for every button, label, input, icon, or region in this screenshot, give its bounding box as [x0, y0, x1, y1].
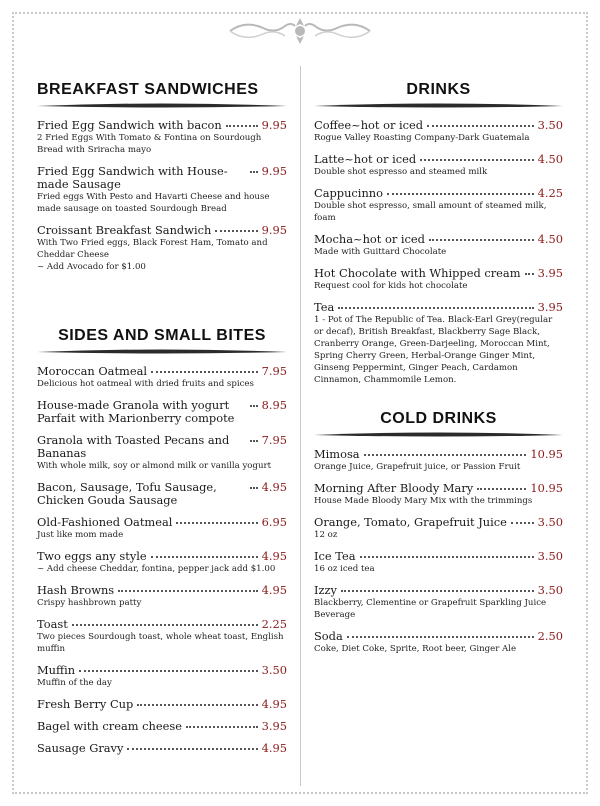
- menu-item: [37, 165, 287, 215]
- item-price: 10.95: [530, 481, 563, 495]
- leader-dots: [151, 364, 258, 373]
- item-description: Two pieces Sourdough toast, whole wheat toast, English muffin: [37, 632, 284, 654]
- menu-item: [37, 365, 287, 390]
- item-name: Ice Tea: [314, 549, 356, 563]
- item-name: Croissant Breakfast Sandwich: [37, 223, 212, 237]
- right-column: [314, 80, 563, 664]
- cold-drinks-list: [314, 448, 563, 655]
- item-price: 3.95: [537, 266, 563, 280]
- section-underline-ornament: [314, 101, 563, 111]
- item-description: Fried eggs With Pesto and Havarti Cheese and house made sausage on toasted Sourdough Bread: [37, 192, 270, 214]
- item-description: 1 - Pot of The Republic of Tea. Black-Earl Grey(regular or decaf), British Breakfast, Blackberry Sage Black, Cranberry Orange, Green-Darjeeling, Moroccan Mint, Spring Cherry Green, Herbal-Orange Ginger Mint, Ginseng Peppermint, Ginger Peach, Cardamon Cinnamon, Chammomile Lemon.: [314, 315, 553, 385]
- item-addon-note: ~ Add Avocado for $1.00: [37, 262, 146, 272]
- item-name: Latte~hot or iced: [314, 152, 417, 166]
- leader-dots: [250, 398, 258, 407]
- item-description: Just like mom made: [37, 530, 124, 540]
- breakfast-list: [37, 119, 287, 273]
- leader-dots: [341, 583, 534, 592]
- item-price: 4.95: [261, 741, 287, 755]
- item-price: 3.95: [261, 719, 287, 733]
- item-name: Soda: [314, 629, 343, 643]
- item-price: 3.50: [537, 515, 563, 529]
- leader-dots: [250, 164, 258, 173]
- section-underline-ornament: [37, 347, 287, 357]
- sides-section: [37, 326, 287, 755]
- section-underline-ornament: [314, 430, 563, 440]
- item-price: 4.95: [261, 480, 287, 494]
- menu-item: [314, 550, 563, 575]
- menu-item: [37, 399, 287, 425]
- leader-dots: [151, 549, 258, 558]
- item-price: 7.95: [261, 433, 287, 447]
- item-name: House-made Granola with yogurt Parfait with Marionberry compote: [37, 398, 235, 425]
- leader-dots: [420, 152, 533, 161]
- menu-item: [314, 153, 563, 178]
- item-description: Muffin of the day: [37, 678, 112, 688]
- item-description: Blackberry, Clementine or Grapefruit Sparkling Juice Beverage: [314, 598, 547, 620]
- leader-dots: [226, 118, 258, 127]
- item-price: 9.95: [261, 223, 287, 237]
- item-description: ~ Add cheese Cheddar, fontina, pepper jack add $1.00: [37, 564, 276, 574]
- menu-item: [314, 584, 563, 621]
- menu-item: [37, 434, 287, 472]
- leader-dots: [427, 118, 534, 127]
- item-name: Tea: [314, 300, 335, 314]
- menu-item: [314, 267, 563, 292]
- leader-dots: [338, 300, 533, 309]
- leader-dots: [79, 663, 258, 672]
- item-name: Morning After Bloody Mary: [314, 481, 474, 495]
- menu-item: [314, 233, 563, 258]
- leader-dots: [477, 481, 526, 490]
- item-price: 4.95: [261, 583, 287, 597]
- leader-dots: [137, 697, 257, 706]
- leader-dots: [347, 629, 534, 638]
- item-description: Request cool for kids hot chocolate: [314, 281, 468, 291]
- item-name: Bacon, Sausage, Tofu Sausage, Chicken Gouda Sausage: [37, 480, 217, 507]
- top-flourish-ornament: [225, 14, 375, 48]
- drinks-section-title: DRINKS: [406, 81, 471, 98]
- item-name: Fried Egg Sandwich with House-made Sausage: [37, 164, 228, 191]
- item-description: Rogue Valley Roasting Company-Dark Guatemala: [314, 133, 530, 143]
- leader-dots: [250, 480, 258, 489]
- item-price: 3.50: [261, 663, 287, 677]
- item-price: 4.50: [537, 232, 563, 246]
- breakfast-section: [37, 80, 287, 273]
- item-description: Crispy hashbrown patty: [37, 598, 142, 608]
- menu-item: [314, 301, 563, 386]
- leader-dots: [429, 232, 534, 241]
- item-name: Fresh Berry Cup: [37, 697, 134, 711]
- item-price: 8.95: [261, 398, 287, 412]
- item-name: Hot Chocolate with Whipped cream: [314, 266, 521, 280]
- leader-dots: [186, 719, 258, 728]
- item-name: Toast: [37, 617, 68, 631]
- item-price: 6.95: [261, 515, 287, 529]
- left-column: [37, 80, 287, 764]
- leader-dots: [250, 433, 258, 442]
- item-description: House Made Bloody Mary Mix with the trimmings: [314, 496, 533, 506]
- column-divider: [300, 66, 301, 786]
- item-name: Fried Egg Sandwich with bacon: [37, 118, 222, 132]
- drinks-section: [314, 80, 563, 386]
- item-price: 2.25: [261, 617, 287, 631]
- item-price: 7.95: [261, 364, 287, 378]
- menu-item: [314, 119, 563, 144]
- leader-dots: [525, 266, 534, 275]
- item-description: Double shot espresso, small amount of steamed milk, foam: [314, 201, 547, 223]
- item-name: Muffin: [37, 663, 76, 677]
- item-price: 4.50: [537, 152, 563, 166]
- drinks-list: [314, 119, 563, 386]
- item-name: Cappucinno: [314, 186, 383, 200]
- leader-dots: [215, 223, 257, 232]
- menu-item: [37, 584, 287, 609]
- menu-item: [314, 630, 563, 655]
- item-name: Orange, Tomato, Grapefruit Juice: [314, 515, 507, 529]
- item-price: 4.95: [261, 697, 287, 711]
- menu-item: [314, 448, 563, 473]
- item-name: Coffee~hot or iced: [314, 118, 424, 132]
- item-price: 3.50: [537, 549, 563, 563]
- item-price: 10.95: [530, 447, 563, 461]
- item-description: 16 oz iced tea: [314, 564, 375, 574]
- item-description: Orange Juice, Grapefruit juice, or Passion Fruit: [314, 462, 521, 472]
- item-description: Coke, Diet Coke, Sprite, Root beer, Ginger Ale: [314, 644, 517, 654]
- leader-dots: [127, 741, 257, 750]
- item-price: 9.95: [261, 118, 287, 132]
- menu-item: [314, 516, 563, 541]
- item-name: Bagel with cream cheese: [37, 719, 182, 733]
- leader-dots: [176, 515, 257, 524]
- menu-item: [37, 742, 287, 755]
- leader-dots: [511, 515, 534, 524]
- item-price: 4.25: [537, 186, 563, 200]
- cold-drinks-section-title: COLD DRINKS: [380, 410, 497, 427]
- item-price: 2.50: [537, 629, 563, 643]
- item-price: 3.50: [537, 118, 563, 132]
- menu-item: [37, 481, 287, 507]
- menu-item: [37, 664, 287, 689]
- section-underline-ornament: [37, 101, 287, 111]
- item-name: Mocha~hot or iced: [314, 232, 425, 246]
- leader-dots: [364, 447, 527, 456]
- menu-item: [37, 618, 287, 655]
- menu-item: [37, 550, 287, 575]
- item-name: Two eggs any style: [37, 549, 147, 563]
- item-description: 2 Fried Eggs With Tomato & Fontina on Sourdough Bread with Sriracha mayo: [37, 133, 262, 155]
- item-price: 3.95: [537, 300, 563, 314]
- item-description: 12 oz: [314, 530, 338, 540]
- item-description: Delicious hot oatmeal with dried fruits and spices: [37, 379, 254, 389]
- cold-drinks-section: [314, 409, 563, 655]
- leader-dots: [360, 549, 534, 558]
- sides-list: [37, 365, 287, 755]
- item-name: Hash Browns: [37, 583, 115, 597]
- item-name: Sausage Gravy: [37, 741, 124, 755]
- sides-section-title: SIDES AND SMALL BITES: [58, 327, 266, 344]
- item-name: Izzy: [314, 583, 337, 597]
- menu-item: [314, 187, 563, 224]
- item-name: Moroccan Oatmeal: [37, 364, 148, 378]
- menu-item: [314, 482, 563, 507]
- menu-item: [37, 720, 287, 733]
- leader-dots: [387, 186, 534, 195]
- item-name: Mimosa: [314, 447, 360, 461]
- breakfast-section-title: BREAKFAST SANDWICHES: [37, 81, 259, 98]
- menu-item: [37, 698, 287, 711]
- item-price: 9.95: [261, 164, 287, 178]
- item-description: Double shot espresso and steamed milk: [314, 167, 488, 177]
- item-price: 4.95: [261, 549, 287, 563]
- menu-item: [37, 224, 287, 273]
- item-description: With Two Fried eggs, Black Forest Ham, Tomato and Cheddar Cheese: [37, 238, 268, 260]
- item-price: 3.50: [537, 583, 563, 597]
- leader-dots: [72, 617, 258, 626]
- item-description: Made with Guittard Chocolate: [314, 247, 447, 257]
- item-name: Granola with Toasted Pecans and Bananas: [37, 433, 230, 460]
- leader-dots: [118, 583, 257, 592]
- menu-item: [37, 516, 287, 541]
- item-description: With whole milk, soy or almond milk or vanilla yogurt: [37, 461, 272, 471]
- item-name: Old-Fashioned Oatmeal: [37, 515, 173, 529]
- menu-item: [37, 119, 287, 156]
